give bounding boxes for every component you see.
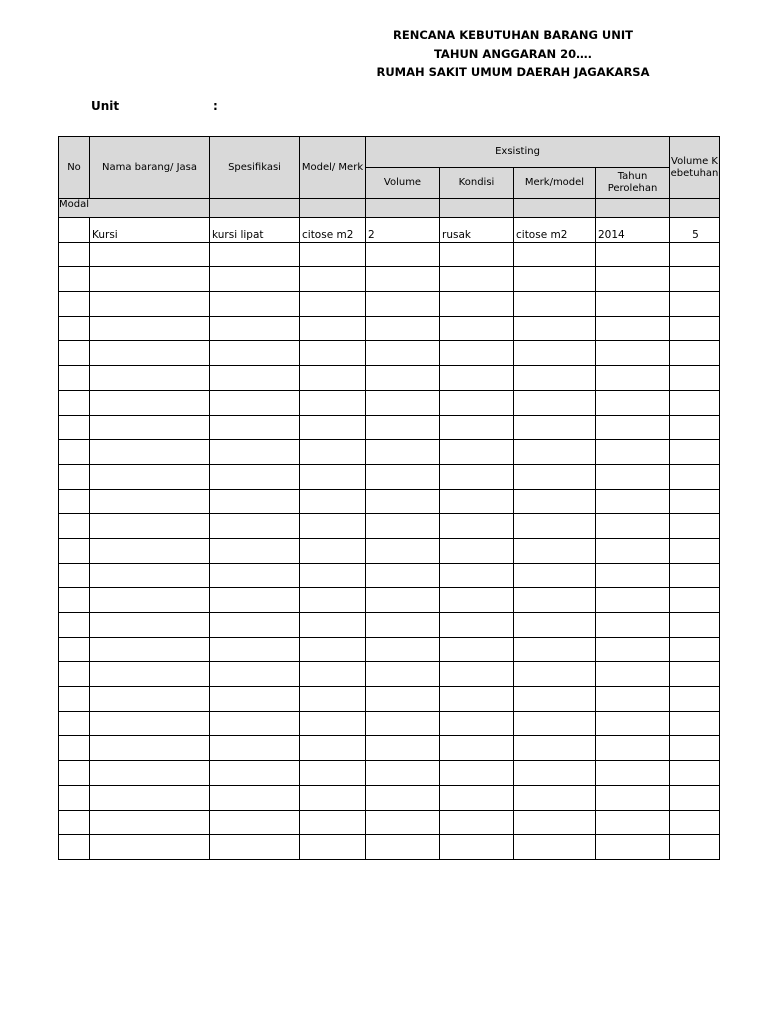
cell-spesifikasi[interactable] bbox=[210, 390, 300, 415]
table-row bbox=[59, 390, 720, 415]
cell-tahun[interactable] bbox=[596, 390, 670, 415]
table-row bbox=[59, 662, 720, 687]
cell-kondisi[interactable] bbox=[440, 464, 514, 489]
cell-nama[interactable] bbox=[90, 341, 210, 366]
cell-nama[interactable] bbox=[90, 390, 210, 415]
cell-merk-model[interactable] bbox=[514, 242, 596, 267]
cell-nama[interactable] bbox=[90, 292, 210, 317]
cell-volume[interactable] bbox=[366, 711, 440, 736]
cell-tahun[interactable] bbox=[596, 440, 670, 465]
cell-nama[interactable] bbox=[90, 366, 210, 391]
cell-spesifikasi[interactable] bbox=[210, 588, 300, 613]
cell-kondisi[interactable] bbox=[440, 489, 514, 514]
cell-volume-kebutuhan[interactable] bbox=[670, 415, 720, 440]
cell-merk-model[interactable] bbox=[514, 538, 596, 563]
cell-volume[interactable] bbox=[366, 242, 440, 267]
cell-nama[interactable] bbox=[90, 489, 210, 514]
cell-no[interactable] bbox=[59, 514, 90, 539]
col-volume: Volume bbox=[366, 168, 440, 199]
cell-spesifikasi[interactable] bbox=[210, 440, 300, 465]
cell-model[interactable] bbox=[300, 687, 366, 712]
cell-tahun[interactable] bbox=[596, 785, 670, 810]
cell-volume[interactable] bbox=[366, 563, 440, 588]
cell-kondisi[interactable] bbox=[440, 415, 514, 440]
cell-no[interactable] bbox=[59, 687, 90, 712]
cell-volume[interactable] bbox=[366, 687, 440, 712]
cell-no[interactable] bbox=[59, 218, 90, 243]
cell-spesifikasi[interactable] bbox=[210, 736, 300, 761]
cell-merk-model[interactable] bbox=[514, 785, 596, 810]
cell-kondisi[interactable] bbox=[440, 292, 514, 317]
table-row bbox=[59, 415, 720, 440]
cell-nama[interactable] bbox=[90, 563, 210, 588]
cell-spesifikasi[interactable] bbox=[210, 341, 300, 366]
cell-spesifikasi[interactable] bbox=[210, 785, 300, 810]
cell-kondisi[interactable] bbox=[440, 637, 514, 662]
cell-spesifikasi[interactable] bbox=[210, 711, 300, 736]
cell-nama[interactable] bbox=[90, 711, 210, 736]
cell-volume[interactable] bbox=[366, 736, 440, 761]
table-row bbox=[59, 785, 720, 810]
table-row bbox=[59, 267, 720, 292]
cell-merk-model[interactable] bbox=[514, 835, 596, 860]
cell-no[interactable] bbox=[59, 366, 90, 391]
col-nama-barang: Nama barang/ Jasa bbox=[90, 137, 210, 199]
cell-tahun[interactable] bbox=[596, 613, 670, 638]
cell-nama[interactable] bbox=[90, 785, 210, 810]
cell-merk-model[interactable] bbox=[514, 440, 596, 465]
cell-tahun[interactable] bbox=[596, 736, 670, 761]
cell-nama[interactable] bbox=[90, 415, 210, 440]
cell-merk-model[interactable] bbox=[514, 415, 596, 440]
col-merk-model: Merk/model bbox=[514, 168, 596, 199]
cell-volume-kebutuhan[interactable] bbox=[670, 662, 720, 687]
cell-merk-model[interactable] bbox=[514, 810, 596, 835]
cell-tahun[interactable] bbox=[596, 292, 670, 317]
cell-volume-kebutuhan[interactable] bbox=[670, 440, 720, 465]
cell-spesifikasi[interactable] bbox=[210, 242, 300, 267]
table-row bbox=[59, 588, 720, 613]
cell-volume-kebutuhan[interactable] bbox=[670, 613, 720, 638]
cell-model[interactable] bbox=[300, 761, 366, 786]
cell-kondisi[interactable] bbox=[440, 514, 514, 539]
cell-no[interactable] bbox=[59, 464, 90, 489]
cell-kondisi[interactable] bbox=[440, 613, 514, 638]
cell-spesifikasi[interactable] bbox=[210, 810, 300, 835]
cell-no[interactable] bbox=[59, 588, 90, 613]
table-row bbox=[59, 613, 720, 638]
cell-tahun[interactable] bbox=[596, 761, 670, 786]
cell-model[interactable] bbox=[300, 662, 366, 687]
cell-model[interactable] bbox=[300, 613, 366, 638]
cell-model[interactable] bbox=[300, 588, 366, 613]
table-row bbox=[59, 637, 720, 662]
cell-tahun[interactable] bbox=[596, 538, 670, 563]
cell-volume-kebutuhan[interactable] bbox=[670, 316, 720, 341]
cell-spesifikasi[interactable] bbox=[210, 489, 300, 514]
cell-no[interactable] bbox=[59, 810, 90, 835]
cell-kondisi[interactable] bbox=[440, 316, 514, 341]
cell-volume[interactable]: 2 bbox=[366, 218, 440, 243]
cell-tahun[interactable] bbox=[596, 810, 670, 835]
cell-model[interactable] bbox=[300, 242, 366, 267]
cell-volume[interactable] bbox=[366, 440, 440, 465]
cell-spesifikasi[interactable] bbox=[210, 687, 300, 712]
cell-volume-kebutuhan[interactable] bbox=[670, 514, 720, 539]
cell-no[interactable] bbox=[59, 835, 90, 860]
unit-label: Unit bbox=[91, 99, 120, 113]
cell-merk-model[interactable] bbox=[514, 761, 596, 786]
cell-kondisi[interactable] bbox=[440, 563, 514, 588]
cell-kondisi[interactable] bbox=[440, 588, 514, 613]
cell-tahun[interactable] bbox=[596, 662, 670, 687]
hospital-name: RUMAH SAKIT UMUM DAERAH JAGAKARSA bbox=[376, 65, 650, 79]
cell-no[interactable] bbox=[59, 292, 90, 317]
cell-volume[interactable] bbox=[366, 538, 440, 563]
cell-volume-kebutuhan[interactable] bbox=[670, 538, 720, 563]
cell-spesifikasi[interactable] bbox=[210, 292, 300, 317]
cell-spesifikasi[interactable] bbox=[210, 415, 300, 440]
cell-spesifikasi[interactable] bbox=[210, 761, 300, 786]
cell-kondisi[interactable] bbox=[440, 440, 514, 465]
cell-tahun[interactable] bbox=[596, 464, 670, 489]
col-no: No bbox=[59, 137, 90, 199]
cell-model[interactable] bbox=[300, 637, 366, 662]
cell-volume[interactable] bbox=[366, 267, 440, 292]
cell-volume-kebutuhan[interactable] bbox=[670, 292, 720, 317]
cell-merk-model[interactable] bbox=[514, 563, 596, 588]
cell-volume-kebutuhan[interactable] bbox=[670, 785, 720, 810]
table-row bbox=[59, 366, 720, 391]
cell-tahun[interactable] bbox=[596, 637, 670, 662]
col-kondisi: Kondisi bbox=[440, 168, 514, 199]
cell-kondisi[interactable] bbox=[440, 785, 514, 810]
cell-spesifikasi[interactable] bbox=[210, 514, 300, 539]
table-row bbox=[59, 810, 720, 835]
cell-merk-model[interactable] bbox=[514, 736, 596, 761]
cell-volume[interactable] bbox=[366, 785, 440, 810]
cell-no[interactable] bbox=[59, 761, 90, 786]
cell-tahun[interactable] bbox=[596, 415, 670, 440]
cell-model[interactable] bbox=[300, 785, 366, 810]
cell-volume-kebutuhan[interactable] bbox=[670, 242, 720, 267]
cell-kondisi[interactable] bbox=[440, 242, 514, 267]
cell-merk-model[interactable] bbox=[514, 662, 596, 687]
table-row bbox=[59, 218, 720, 243]
col-spesifikasi: Spesifikasi bbox=[210, 137, 300, 199]
cell-nama[interactable] bbox=[90, 761, 210, 786]
cell-volume[interactable] bbox=[366, 810, 440, 835]
cell-nama[interactable] bbox=[90, 613, 210, 638]
cell-volume[interactable] bbox=[366, 292, 440, 317]
cell-volume-kebutuhan[interactable] bbox=[670, 637, 720, 662]
cell-nama[interactable] bbox=[90, 637, 210, 662]
cell-merk-model[interactable] bbox=[514, 366, 596, 391]
cell-nama[interactable]: Kursi bbox=[90, 218, 210, 243]
cell-kondisi[interactable] bbox=[440, 810, 514, 835]
cell-kondisi[interactable] bbox=[440, 341, 514, 366]
cell-tahun[interactable] bbox=[596, 341, 670, 366]
cell-volume-kebutuhan[interactable] bbox=[670, 761, 720, 786]
cell-volume[interactable] bbox=[366, 514, 440, 539]
cell-spesifikasi[interactable] bbox=[210, 316, 300, 341]
cell-spesifikasi[interactable] bbox=[210, 267, 300, 292]
cell-volume-kebutuhan[interactable] bbox=[670, 267, 720, 292]
cell-model[interactable] bbox=[300, 292, 366, 317]
cell-no[interactable] bbox=[59, 489, 90, 514]
col-model-merk: Model/ Merk bbox=[300, 137, 366, 199]
cell-volume-kebutuhan[interactable] bbox=[670, 390, 720, 415]
cell-model[interactable] bbox=[300, 563, 366, 588]
cell-nama[interactable] bbox=[90, 687, 210, 712]
cell-volume-kebutuhan[interactable] bbox=[670, 736, 720, 761]
cell-no[interactable] bbox=[59, 440, 90, 465]
cell-merk-model[interactable] bbox=[514, 613, 596, 638]
cell-tahun[interactable] bbox=[596, 267, 670, 292]
cell-volume[interactable] bbox=[366, 489, 440, 514]
cell-spesifikasi[interactable] bbox=[210, 637, 300, 662]
cell-no[interactable] bbox=[59, 785, 90, 810]
cell-nama[interactable] bbox=[90, 316, 210, 341]
cell-volume[interactable] bbox=[366, 761, 440, 786]
table-row bbox=[59, 489, 720, 514]
cell-tahun[interactable] bbox=[596, 687, 670, 712]
cell-volume-kebutuhan[interactable] bbox=[670, 563, 720, 588]
document-title: RENCANA KEBUTUHAN BARANG UNIT bbox=[393, 28, 633, 42]
cell-volume[interactable] bbox=[366, 390, 440, 415]
cell-volume[interactable] bbox=[366, 464, 440, 489]
cell-nama[interactable] bbox=[90, 835, 210, 860]
cell-model[interactable] bbox=[300, 835, 366, 860]
cell-no[interactable] bbox=[59, 415, 90, 440]
cell-merk-model[interactable] bbox=[514, 637, 596, 662]
cell-model[interactable] bbox=[300, 538, 366, 563]
col-tahun-perolehan: Tahun Perolehan bbox=[596, 168, 670, 199]
cell-volume[interactable] bbox=[366, 341, 440, 366]
table-row bbox=[59, 761, 720, 786]
cell-spesifikasi[interactable] bbox=[210, 563, 300, 588]
cell-tahun[interactable] bbox=[596, 588, 670, 613]
cell-kondisi[interactable] bbox=[440, 538, 514, 563]
cell-model[interactable] bbox=[300, 415, 366, 440]
table-row bbox=[59, 736, 720, 761]
cell-merk-model[interactable] bbox=[514, 514, 596, 539]
cell-kondisi[interactable]: rusak bbox=[440, 218, 514, 243]
cell-merk-model[interactable]: citose m2 bbox=[514, 218, 596, 243]
cell-nama[interactable] bbox=[90, 242, 210, 267]
cell-volume[interactable] bbox=[366, 588, 440, 613]
cell-kondisi[interactable] bbox=[440, 687, 514, 712]
cell-tahun[interactable] bbox=[596, 489, 670, 514]
cell-merk-model[interactable] bbox=[514, 390, 596, 415]
cell-model[interactable] bbox=[300, 316, 366, 341]
cell-merk-model[interactable] bbox=[514, 316, 596, 341]
table-row bbox=[59, 242, 720, 267]
needs-table bbox=[58, 136, 720, 860]
cell-spesifikasi[interactable]: kursi lipat bbox=[210, 218, 300, 243]
table-row bbox=[59, 835, 720, 860]
table-row bbox=[59, 316, 720, 341]
cell-merk-model[interactable] bbox=[514, 489, 596, 514]
cell-volume[interactable] bbox=[366, 662, 440, 687]
cell-spesifikasi[interactable] bbox=[210, 613, 300, 638]
cell-no[interactable] bbox=[59, 390, 90, 415]
cell-kondisi[interactable] bbox=[440, 366, 514, 391]
cell-no[interactable] bbox=[59, 711, 90, 736]
cell-no[interactable] bbox=[59, 341, 90, 366]
cell-volume-kebutuhan[interactable] bbox=[670, 835, 720, 860]
cell-model[interactable] bbox=[300, 489, 366, 514]
cell-nama[interactable] bbox=[90, 538, 210, 563]
cell-volume[interactable] bbox=[366, 316, 440, 341]
cell-model[interactable] bbox=[300, 267, 366, 292]
section-row-modal bbox=[59, 199, 720, 218]
cell-volume[interactable] bbox=[366, 366, 440, 391]
cell-spesifikasi[interactable] bbox=[210, 366, 300, 391]
cell-volume[interactable] bbox=[366, 835, 440, 860]
cell-volume-kebutuhan[interactable] bbox=[670, 810, 720, 835]
cell-volume-kebutuhan[interactable] bbox=[670, 711, 720, 736]
cell-tahun[interactable] bbox=[596, 242, 670, 267]
cell-volume[interactable] bbox=[366, 637, 440, 662]
section-label: Modal bbox=[59, 199, 210, 218]
cell-model[interactable] bbox=[300, 464, 366, 489]
cell-no[interactable] bbox=[59, 637, 90, 662]
cell-nama[interactable] bbox=[90, 514, 210, 539]
cell-kondisi[interactable] bbox=[440, 761, 514, 786]
cell-nama[interactable] bbox=[90, 267, 210, 292]
cell-model[interactable] bbox=[300, 440, 366, 465]
table-row bbox=[59, 514, 720, 539]
cell-kondisi[interactable] bbox=[440, 736, 514, 761]
cell-kondisi[interactable] bbox=[440, 390, 514, 415]
cell-tahun[interactable]: 2014 bbox=[596, 218, 670, 243]
table-row bbox=[59, 687, 720, 712]
cell-merk-model[interactable] bbox=[514, 267, 596, 292]
cell-volume-kebutuhan[interactable] bbox=[670, 366, 720, 391]
cell-model[interactable] bbox=[300, 390, 366, 415]
cell-nama[interactable] bbox=[90, 736, 210, 761]
cell-no[interactable] bbox=[59, 267, 90, 292]
cell-merk-model[interactable] bbox=[514, 464, 596, 489]
cell-no[interactable] bbox=[59, 316, 90, 341]
cell-model[interactable]: citose m2 bbox=[300, 218, 366, 243]
table-row bbox=[59, 538, 720, 563]
cell-tahun[interactable] bbox=[596, 711, 670, 736]
cell-spesifikasi[interactable] bbox=[210, 464, 300, 489]
cell-no[interactable] bbox=[59, 538, 90, 563]
cell-spesifikasi[interactable] bbox=[210, 538, 300, 563]
cell-no[interactable] bbox=[59, 242, 90, 267]
cell-model[interactable] bbox=[300, 366, 366, 391]
table-row bbox=[59, 341, 720, 366]
cell-tahun[interactable] bbox=[596, 563, 670, 588]
cell-merk-model[interactable] bbox=[514, 588, 596, 613]
table-row bbox=[59, 440, 720, 465]
table-row bbox=[59, 711, 720, 736]
cell-merk-model[interactable] bbox=[514, 292, 596, 317]
col-volume-kebutuhan: Volume Kebetuhan bbox=[670, 137, 720, 199]
cell-merk-model[interactable] bbox=[514, 711, 596, 736]
cell-model[interactable] bbox=[300, 736, 366, 761]
cell-no[interactable] bbox=[59, 613, 90, 638]
cell-model[interactable] bbox=[300, 810, 366, 835]
cell-model[interactable] bbox=[300, 514, 366, 539]
cell-kondisi[interactable] bbox=[440, 711, 514, 736]
cell-volume-kebutuhan[interactable]: 5 bbox=[670, 218, 720, 243]
cell-merk-model[interactable] bbox=[514, 687, 596, 712]
cell-spesifikasi[interactable] bbox=[210, 835, 300, 860]
cell-nama[interactable] bbox=[90, 440, 210, 465]
cell-no[interactable] bbox=[59, 736, 90, 761]
cell-volume-kebutuhan[interactable] bbox=[670, 464, 720, 489]
cell-no[interactable] bbox=[59, 662, 90, 687]
cell-volume-kebutuhan[interactable] bbox=[670, 687, 720, 712]
cell-nama[interactable] bbox=[90, 662, 210, 687]
cell-nama[interactable] bbox=[90, 588, 210, 613]
cell-tahun[interactable] bbox=[596, 316, 670, 341]
cell-nama[interactable] bbox=[90, 464, 210, 489]
cell-merk-model[interactable] bbox=[514, 341, 596, 366]
budget-year: TAHUN ANGGARAN 20…. bbox=[433, 47, 592, 61]
table-row bbox=[59, 563, 720, 588]
unit-colon: : bbox=[213, 99, 218, 113]
cell-volume-kebutuhan[interactable] bbox=[670, 588, 720, 613]
cell-kondisi[interactable] bbox=[440, 835, 514, 860]
table-row bbox=[59, 464, 720, 489]
cell-volume-kebutuhan[interactable] bbox=[670, 341, 720, 366]
cell-volume[interactable] bbox=[366, 415, 440, 440]
cell-tahun[interactable] bbox=[596, 835, 670, 860]
cell-no[interactable] bbox=[59, 563, 90, 588]
cell-tahun[interactable] bbox=[596, 514, 670, 539]
cell-kondisi[interactable] bbox=[440, 662, 514, 687]
cell-tahun[interactable] bbox=[596, 366, 670, 391]
cell-nama[interactable] bbox=[90, 810, 210, 835]
cell-kondisi[interactable] bbox=[440, 267, 514, 292]
cell-model[interactable] bbox=[300, 711, 366, 736]
cell-volume[interactable] bbox=[366, 613, 440, 638]
cell-model[interactable] bbox=[300, 341, 366, 366]
cell-volume-kebutuhan[interactable] bbox=[670, 489, 720, 514]
col-existing-group: Exsisting bbox=[366, 137, 670, 168]
table-row bbox=[59, 292, 720, 317]
cell-spesifikasi[interactable] bbox=[210, 662, 300, 687]
